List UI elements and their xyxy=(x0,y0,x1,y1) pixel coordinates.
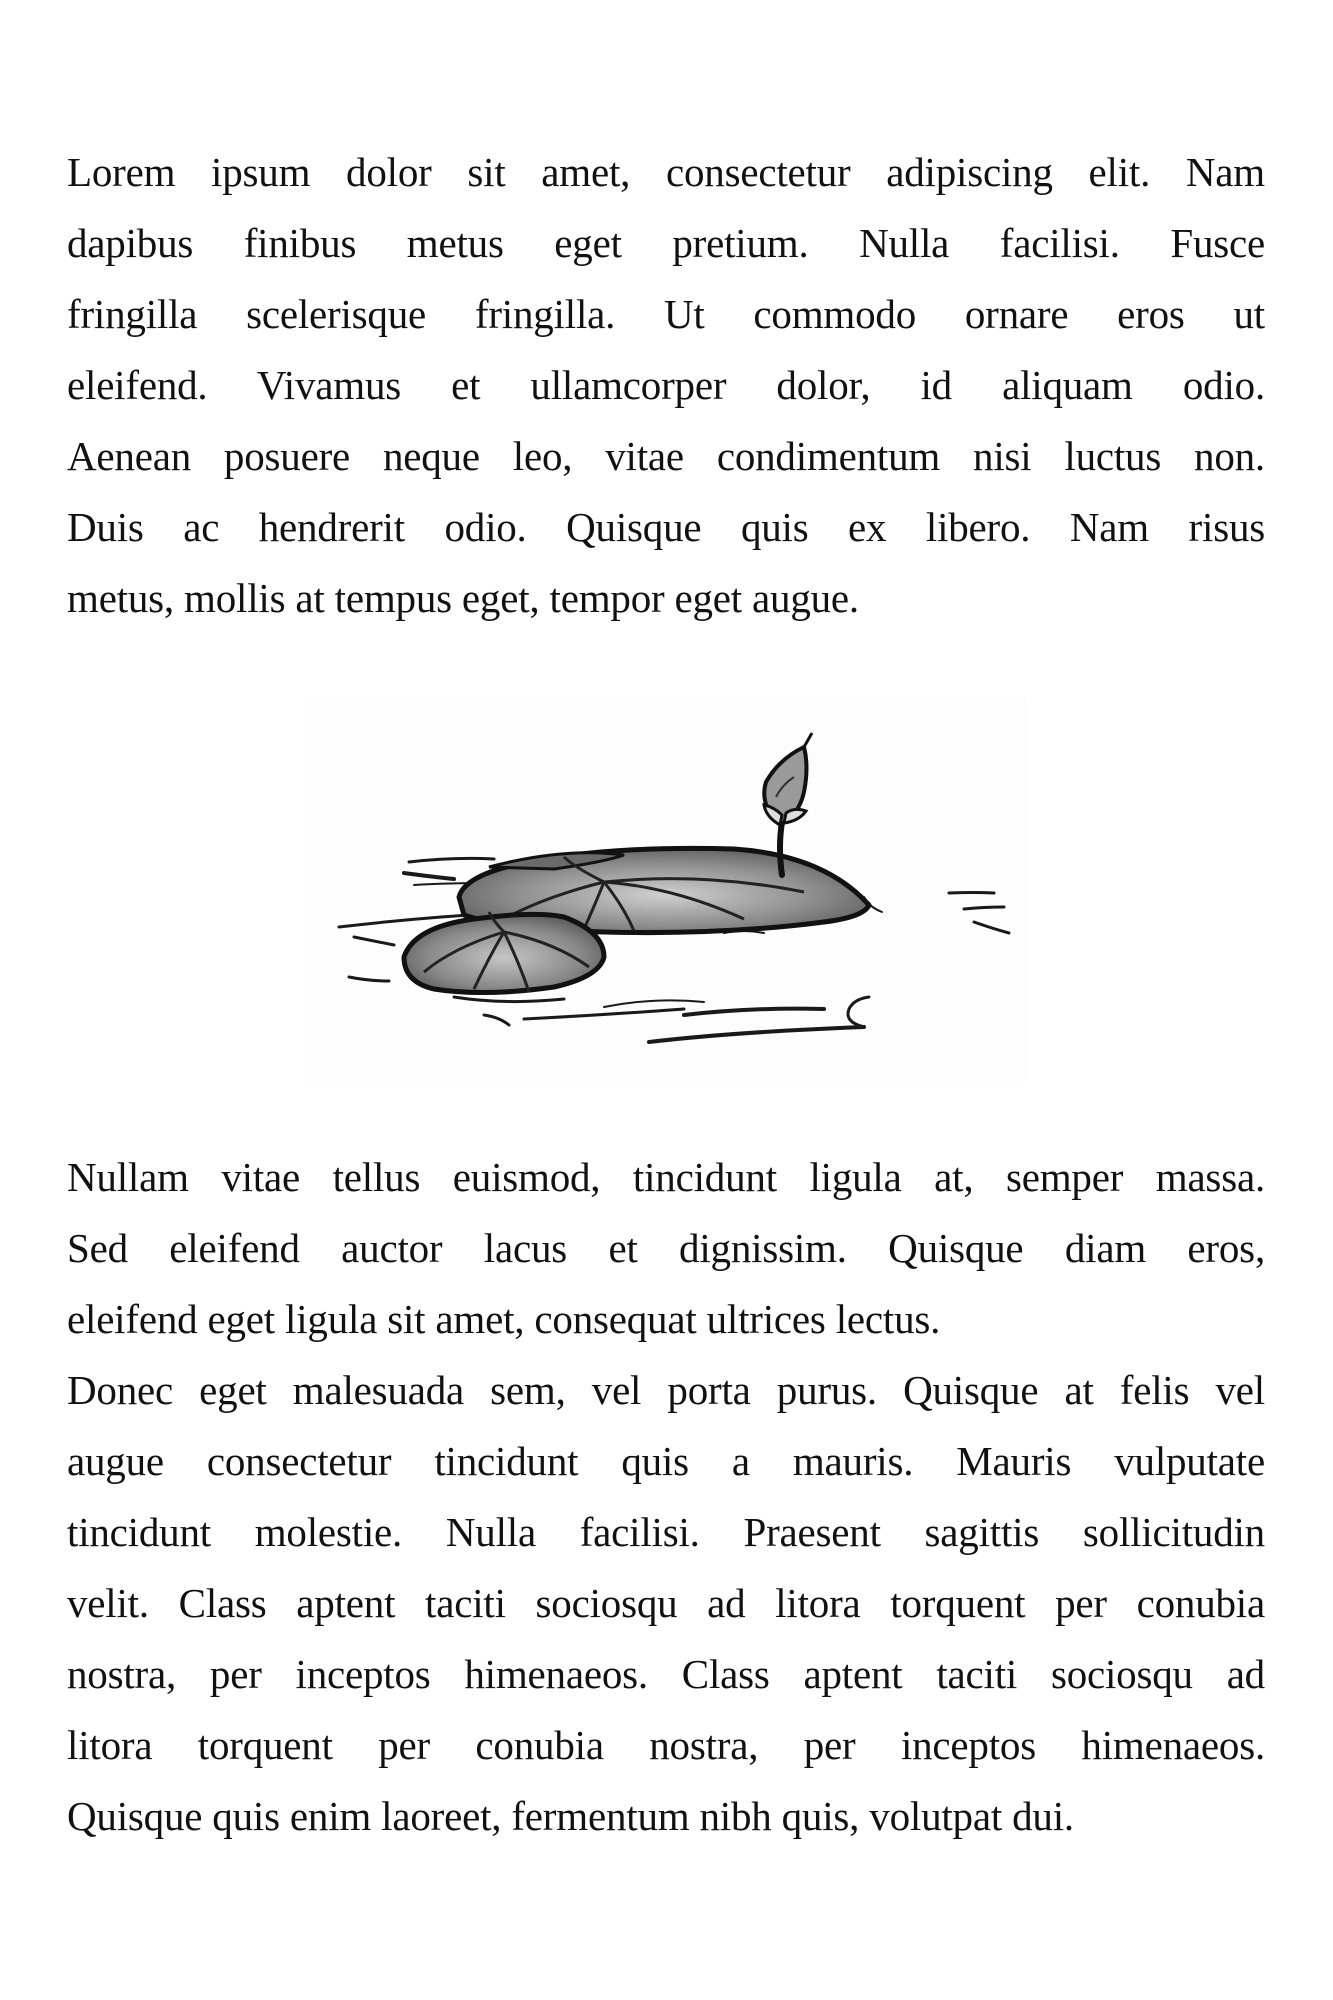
lily-pad-illustration xyxy=(304,697,1027,1082)
text-line: tincidunt molestie. Nulla facilisi. Praesent sagittis sollicitudin xyxy=(67,1509,1265,1555)
text-line: velit. Class aptent taciti sociosqu ad litora torquent per conubia xyxy=(67,1580,1265,1626)
text-line: Quisque quis enim laoreet, fermentum nibh quis, volutpat dui. xyxy=(67,1793,1074,1839)
text-line: eleifend. Vivamus et ullamcorper dolor, id aliquam odio. xyxy=(67,362,1265,408)
lily-pad-drawing xyxy=(304,697,1027,1082)
text-line: augue consectetur tincidunt quis a mauris. Mauris vulputate xyxy=(67,1438,1265,1484)
text-line: metus, mollis at tempus eget, tempor eget augue. xyxy=(67,575,859,621)
paragraph-3 xyxy=(67,1355,1265,1852)
small-lily-pad xyxy=(404,912,604,993)
text-line: nostra, per inceptos himenaeos. Class aptent taciti sociosqu ad xyxy=(67,1651,1265,1697)
text-line: Donec eget malesuada sem, vel porta purus. Quisque at felis vel xyxy=(67,1367,1265,1413)
text-line: dapibus finibus metus eget pretium. Nulla facilisi. Fusce xyxy=(67,220,1265,266)
text-line: Duis ac hendrerit odio. Quisque quis ex libero. Nam risus xyxy=(67,504,1265,550)
text-line: Lorem ipsum dolor sit amet, consectetur adipiscing elit. Nam xyxy=(67,149,1265,195)
paragraph-1 xyxy=(67,137,1265,634)
paragraph-2 xyxy=(67,1142,1265,1355)
text-line: Aenean posuere neque leo, vitae condimentum nisi luctus non. xyxy=(67,433,1265,479)
text-line: fringilla scelerisque fringilla. Ut commodo ornare eros ut xyxy=(67,291,1265,337)
text-line: Sed eleifend auctor lacus et dignissim. Quisque diam eros, xyxy=(67,1225,1265,1271)
text-line: Nullam vitae tellus euismod, tincidunt ligula at, semper massa. xyxy=(67,1154,1265,1200)
text-line: eleifend eget ligula sit amet, consequat ultrices lectus. xyxy=(67,1296,941,1342)
text-line: litora torquent per conubia nostra, per inceptos himenaeos. xyxy=(67,1722,1265,1768)
